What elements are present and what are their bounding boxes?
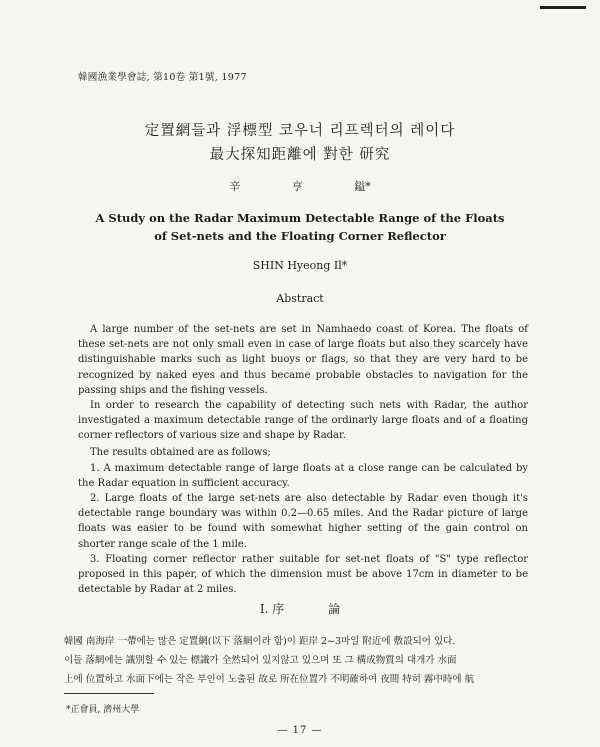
abstract-paragraph xyxy=(78,461,528,491)
abstract-paragraph xyxy=(78,491,528,552)
abstract-paragraph xyxy=(78,322,528,398)
english-author: SHIN Hyeong Il* xyxy=(252,259,348,272)
journal-citation: 韓國漁業學會誌, 第10卷 第1號, 1977 xyxy=(78,72,247,83)
section-heading-number: Ⅰ. 序 xyxy=(259,602,285,616)
page-number: — 17 — xyxy=(277,725,323,736)
abstract-text: The results obtained are as follows; xyxy=(90,447,271,458)
english-title-line1: A Study on the Radar Maximum Detectable Range of the Floats xyxy=(95,211,505,225)
abstract-text: 3. Floating corner reflector rather suitable for set-net floats of "S" type reflector proposed in this paper, of which the dimension must be above 17cm in diameter to be detectable by Radar at 2 miles. xyxy=(78,554,528,596)
korean-author xyxy=(0,178,600,194)
intro-line: 韓國 南海岸 一帶에는 많은 定置網(以下 落網이라 함)이 距岸 2~3마일 附近에 敷設되어 있다. xyxy=(64,636,456,647)
korean-author-char: 辛 xyxy=(229,180,241,193)
footnote: *正會員, 濟州大學 xyxy=(66,705,140,715)
footnote-rule xyxy=(64,693,154,694)
section-heading xyxy=(0,600,600,617)
abstract-text: 1. A maximum detectable range of large floats at a close range can be calculated by the Radar equation in sufficient accuracy. xyxy=(78,463,528,490)
korean-author-char: 鎰* xyxy=(354,180,371,193)
section-heading-title: 論 xyxy=(328,602,341,616)
abstract-heading: Abstract xyxy=(276,292,324,305)
abstract-text: In order to research the capability of detecting such nets with Radar, the author investigated a maximum detectable range of the ordinarly large floats and of a floating corner reflectors of various size and shape by Radar. xyxy=(78,400,528,442)
korean-title-line1: 定置網들과 浮標型 코우너 리프렉터의 레이다 xyxy=(144,123,456,139)
abstract-paragraph xyxy=(78,445,528,460)
intro-line: 上에 位置하고 水面下에는 작은 부인이 노출된 故로 所在位置가 不明確하여 夜間 特히 霧中時에 航 xyxy=(64,674,475,685)
english-title-line2: of Set-nets and the Floating Corner Reflector xyxy=(154,229,446,243)
abstract-paragraph xyxy=(78,398,528,444)
corner-mark xyxy=(540,6,586,9)
abstract-text: A large number of the set-nets are set in Namhaedo coast of Korea. The floats of these set-nets are not only small even in case of large floats but also they scarcely have distinguishable marks such as light buoys or flags, so that they are very hard to be recognized by naked eyes and thus became probable obstacles to navigation for the passing ships and the fishing vessels. xyxy=(78,324,528,396)
abstract-text: 2. Large floats of the large set-nets are also detectable by Radar even though it's detectable range boundary was within 0.2—0.65 miles. And the Radar picture of large floats was easier to be found with somewhat higher setting of the gain control on shorter range scale of the 1 mile. xyxy=(78,493,528,550)
intro-line: 이들 落網에는 識別할 수 있는 標識가 全然되어 있지않고 있으며 또 그 構成物質의 대개가 水面 xyxy=(64,655,457,666)
korean-title-line2: 最大探知距離에 對한 研究 xyxy=(209,147,391,163)
abstract-paragraph xyxy=(78,552,528,598)
korean-author-char: 亨 xyxy=(291,180,303,193)
